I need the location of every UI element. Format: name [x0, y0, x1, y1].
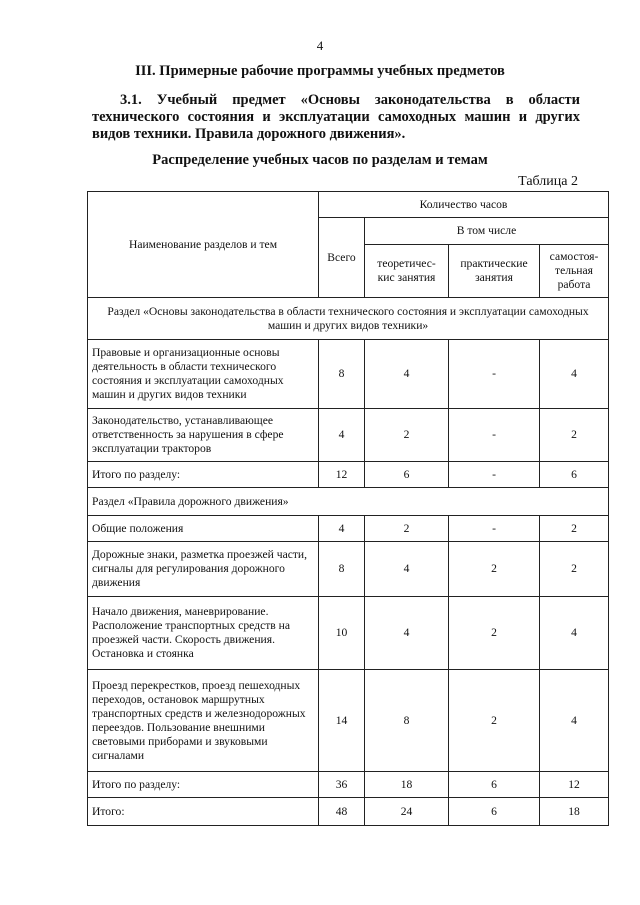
topic-name: Правовые и организационные основы деятельность в области технического состояния и эксплуатации самоходных машин и других видов техники — [88, 340, 319, 409]
section1-title: Раздел «Основы законодательства в области технического состояния и эксплуатации самоходных машин и других видов техники» — [88, 298, 609, 340]
table-row — [88, 340, 609, 409]
theory-cell: 4 — [365, 340, 449, 409]
total-cell: 12 — [319, 462, 365, 488]
theory-cell: 4 — [365, 542, 449, 597]
self-cell: 4 — [540, 597, 609, 670]
subtotal-label: Итого по разделу: — [88, 462, 319, 488]
practice-cell: 2 — [449, 597, 540, 670]
practice-cell: 6 — [449, 798, 540, 826]
self-cell: 2 — [540, 516, 609, 542]
practice-cell: 2 — [449, 542, 540, 597]
header-practice: практические занятия — [449, 245, 540, 298]
table-row — [88, 409, 609, 462]
total-cell: 36 — [319, 772, 365, 798]
header-including: В том числе — [365, 218, 609, 245]
grand-total-row — [88, 798, 609, 826]
section2-title: Раздел «Правила дорожного движения» — [88, 488, 609, 516]
section-heading-row — [88, 488, 609, 516]
total-cell: 10 — [319, 597, 365, 670]
page-number: 4 — [316, 38, 324, 53]
theory-cell: 2 — [365, 516, 449, 542]
header-self: самостоя-тельная работа — [540, 245, 609, 298]
header-row-1 — [88, 192, 609, 218]
self-cell: 12 — [540, 772, 609, 798]
header-theory: теоретичес-кис занятия — [365, 245, 449, 298]
theory-cell: 8 — [365, 670, 449, 772]
grand-total-label: Итого: — [88, 798, 319, 826]
total-cell: 8 — [319, 542, 365, 597]
practice-cell: 6 — [449, 772, 540, 798]
section-title: III. Примерные рабочие программы учебных предметов — [135, 63, 505, 79]
topic-name: Проезд перекрестков, проезд пешеходных переходов, остановок маршрутных транспортных средств и железнодорожных переездов. Пользование внешними световыми приборами и звуковыми сигналами — [88, 670, 319, 772]
self-cell: 18 — [540, 798, 609, 826]
self-cell: 2 — [540, 542, 609, 597]
distribution-title: Распределение учебных часов по разделам и темам — [152, 152, 488, 168]
theory-cell: 24 — [365, 798, 449, 826]
hours-table — [87, 191, 609, 826]
subject-title: 3.1. Учебный предмет «Основы законодательства в области технического состояния и эксплуатации самоходных машин и других видов техники. Правила дорожного движения». — [92, 92, 580, 142]
practice-cell: - — [449, 462, 540, 488]
table-row — [88, 542, 609, 597]
theory-cell: 18 — [365, 772, 449, 798]
self-cell: 4 — [540, 670, 609, 772]
topic-name: Общие положения — [88, 516, 319, 542]
self-cell: 6 — [540, 462, 609, 488]
header-name: Наименование разделов и тем — [88, 192, 319, 298]
subtotal-row — [88, 462, 609, 488]
table-caption: Таблица 2 — [518, 174, 578, 189]
table-row — [88, 670, 609, 772]
section-heading-row — [88, 298, 609, 340]
theory-cell: 4 — [365, 597, 449, 670]
self-cell: 2 — [540, 409, 609, 462]
topic-name: Начало движения, маневрирование. Расположение транспортных средств на проезжей части. Скорость движения. Остановка и стоянка — [88, 597, 319, 670]
total-cell: 4 — [319, 409, 365, 462]
header-total: Всего — [319, 218, 365, 298]
total-cell: 8 — [319, 340, 365, 409]
total-cell: 14 — [319, 670, 365, 772]
header-hours: Количество часов — [319, 192, 609, 218]
theory-cell: 6 — [365, 462, 449, 488]
table-row — [88, 516, 609, 542]
table-row — [88, 597, 609, 670]
topic-name: Законодательство, устанавливающее ответственность за нарушения в сфере эксплуатации тракторов — [88, 409, 319, 462]
practice-cell: - — [449, 409, 540, 462]
total-cell: 4 — [319, 516, 365, 542]
theory-cell: 2 — [365, 409, 449, 462]
self-cell: 4 — [540, 340, 609, 409]
practice-cell: 2 — [449, 670, 540, 772]
practice-cell: - — [449, 516, 540, 542]
practice-cell: - — [449, 340, 540, 409]
total-cell: 48 — [319, 798, 365, 826]
subtotal-row — [88, 772, 609, 798]
subtotal-label: Итого по разделу: — [88, 772, 319, 798]
topic-name: Дорожные знаки, разметка проезжей части, сигналы для регулирования дорожного движения — [88, 542, 319, 597]
